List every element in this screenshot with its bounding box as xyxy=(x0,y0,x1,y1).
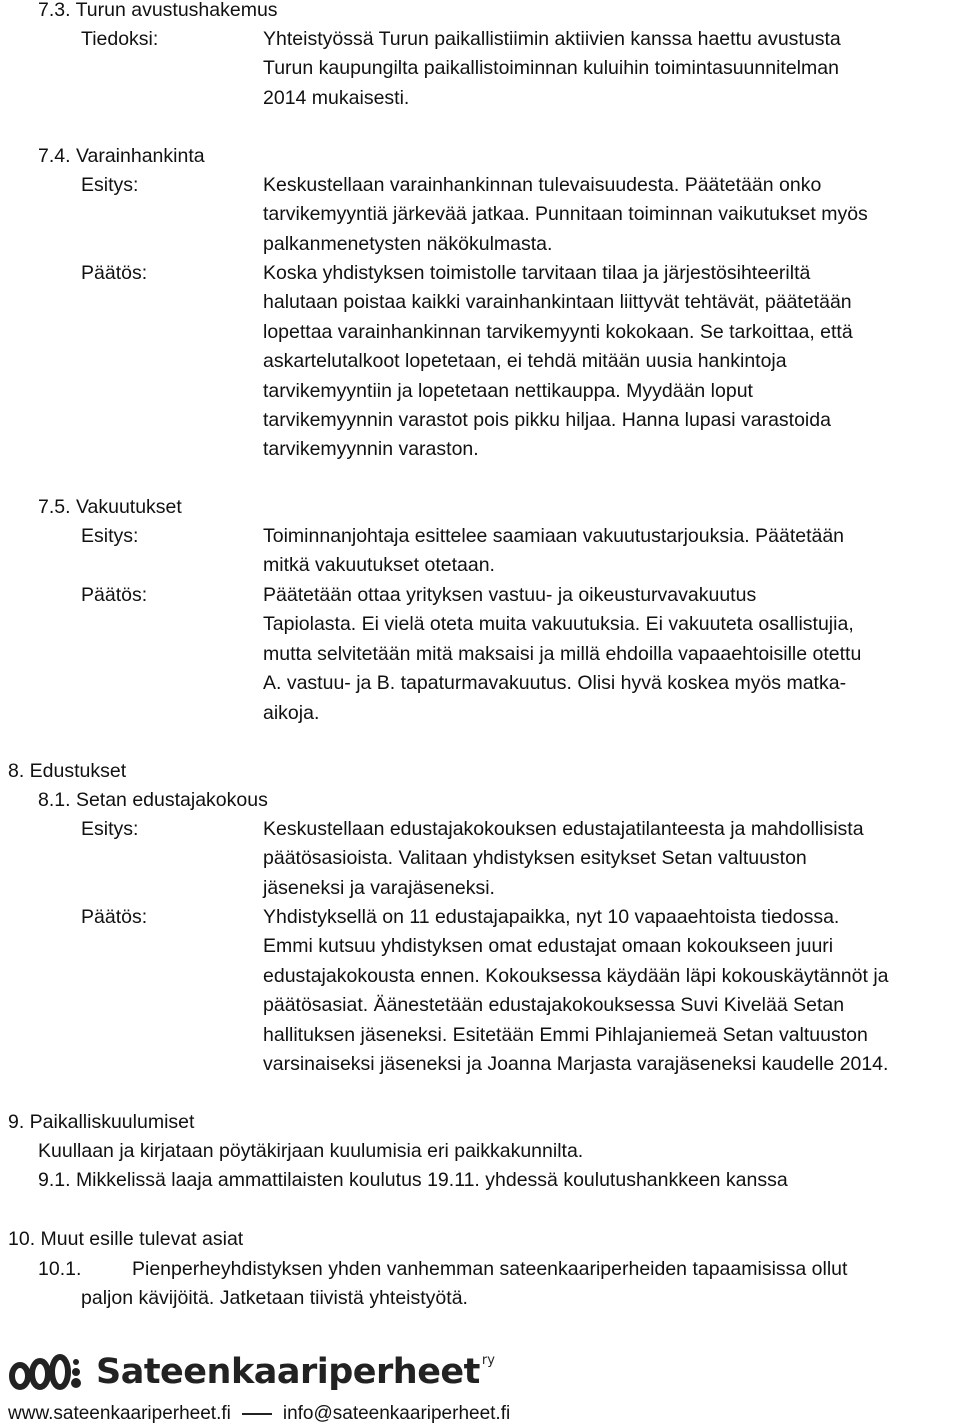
text-line: mitkä vakuutukset otetaan. xyxy=(263,554,495,577)
section-8-1-esitys-text xyxy=(263,815,960,903)
section-10-1-number: 10.1. xyxy=(38,1258,82,1280)
text-line: palkanmenetysten näkökulmasta. xyxy=(263,232,553,255)
text-line: päätösasiat. Äänestetään edustajakokouksessa Suvi Kivelää Setan xyxy=(263,994,845,1017)
text-line: tarvikemyynnin varaston. xyxy=(263,438,479,461)
section-7-5-esitys-text xyxy=(263,522,960,581)
section-7-3-label: Tiedoksi: xyxy=(81,28,159,50)
text-line: Turun kaupungilta paikallistoiminnan kuluihin toimintasuunnitelman xyxy=(263,57,839,80)
text-line: Keskustellaan edustajakokouksen edustajatilanteesta ja mahdollisista xyxy=(263,818,864,840)
section-8-1-heading: 8.1. Setan edustajakokous xyxy=(38,789,268,811)
section-7-5-esitys-label: Esitys: xyxy=(81,525,139,547)
text-line: A. vastuu- ja B. tapaturmavakuutus. Olisi hyvä koskea myös matka- xyxy=(263,672,847,695)
text-line: askartelutalkoot lopetetaan, ei tehdä mitään uusia hankintoja xyxy=(263,350,787,373)
website-link[interactable]: www.sateenkaariperheet.fi xyxy=(8,1403,231,1424)
text-line: Yhteistyössä Turun paikallistiimin aktiivien kanssa haettu avustusta xyxy=(263,28,841,50)
section-7-4-heading: 7.4. Varainhankinta xyxy=(38,145,205,167)
text-line: halutaan poistaa kaikki varainhankintaan liittyvät tehtävät, päätetään xyxy=(263,291,852,314)
text-line: mutta selvitetään mitä maksaisi ja millä ehdoilla vapaaehtoisille otettu xyxy=(263,642,862,665)
section-7-3-text xyxy=(263,25,960,113)
text-line: Keskustellaan varainhankinnan tulevaisuudesta. Päätetään onko xyxy=(263,174,822,196)
section-9-1-item: 9.1. Mikkelissä laaja ammattilaisten koulutus 19.11. yhdessä koulutushankkeen kanssa xyxy=(38,1169,788,1191)
text-line: Emmi kutsuu yhdistyksen omat edustajat omaan kokoukseen juuri xyxy=(263,935,834,958)
text-line: aikoja. xyxy=(263,701,320,724)
text-line: varsinaiseksi jäseneksi ja Joanna Marjasta varajäseneksi kaudelle 2014. xyxy=(263,1053,889,1076)
text-line: Yhdistyksellä on 11 edustajapaikka, nyt 10 vapaaehtoista tiedossa. xyxy=(263,906,840,928)
email-link[interactable]: info@sateenkaariperheet.fi xyxy=(282,1403,511,1424)
section-7-4-paatos-text xyxy=(263,259,960,465)
text-line: Päätetään ottaa yrityksen vastuu- ja oikeusturvavakuutus xyxy=(263,584,757,606)
text-line: Koska yhdistyksen toimistolle tarvitaan tilaa ja järjestösihteeriltä xyxy=(263,262,811,284)
section-8-heading: 8. Edustukset xyxy=(8,760,127,782)
sateenkaariperheet-logo-icon xyxy=(8,1352,88,1392)
text-line: hallituksen jäseneksi. Esitetään Emmi Pihlajaniemeä Setan valtuuston xyxy=(263,1023,868,1046)
section-7-4-esitys-label: Esitys: xyxy=(81,174,139,196)
text-line: 2014 mukaisesti. xyxy=(263,86,410,109)
text-line: tarvikemyyntiä järkevää jatkaa. Punnitaan toiminnan vaikutukset myös xyxy=(263,203,868,226)
section-7-5-heading: 7.5. Vakuutukset xyxy=(38,496,182,518)
section-7-5-paatos-label: Päätös: xyxy=(81,584,148,606)
section-7-4-paatos-label: Päätös: xyxy=(81,262,148,284)
section-8-1-paatos-label: Päätös: xyxy=(81,906,148,928)
section-10-1-line1: Pienperheyhdistyksen yhden vanhemman sateenkaariperheiden tapaamisissa ollut xyxy=(132,1258,848,1280)
section-10-1-line2: paljon kävijöitä. Jatketaan tiivistä yhteistyötä. xyxy=(81,1287,468,1309)
text-line: lopettaa varainhankinnan tarvikemyynti kokokaan. Se tarkoittaa, että xyxy=(263,320,853,343)
text-line: päätösasioista. Valitaan yhdistyksen esitykset Setan valtuuston xyxy=(263,847,807,870)
section-8-1-paatos-text xyxy=(263,903,960,1079)
text-line: edustajakokousta ennen. Kokouksessa käydään läpi kokouskäytännöt ja xyxy=(263,964,889,987)
section-7-5-paatos-text xyxy=(263,581,960,728)
text-line: tarvikemyynnin varastot pois pikku hiljaa. Hanna lupasi varastoida xyxy=(263,409,831,432)
text-line: jäseneksi ja varajäseneksi. xyxy=(263,876,495,899)
section-7-3-heading: 7.3. Turun avustushakemus xyxy=(38,0,278,21)
footer-contact xyxy=(8,1402,510,1426)
section-9-text: Kuullaan ja kirjataan pöytäkirjaan kuulumisia eri paikkakunnilta. xyxy=(38,1140,584,1162)
logo-text: Sateenkaariperheet xyxy=(96,1352,480,1392)
text-line: Tapiolasta. Ei vielä oteta muita vakuutuksia. Ei vakuuteta osallistujia, xyxy=(263,613,854,636)
logo-suffix: ry xyxy=(481,1352,495,1368)
section-7-4-esitys-text xyxy=(263,171,960,259)
section-10-heading: 10. Muut esille tulevat asiat xyxy=(8,1228,244,1250)
text-line: Toiminnanjohtaja esittelee saamiaan vakuutustarjouksia. Päätetään xyxy=(263,525,845,547)
section-8-1-esitys-label: Esitys: xyxy=(81,818,139,840)
section-9-heading: 9. Paikalliskuulumiset xyxy=(8,1111,195,1133)
separator-dash xyxy=(242,1413,272,1415)
footer-logo xyxy=(8,1352,495,1392)
text-line: tarvikemyyntiin ja lopetetaan nettikauppa. Myydään loput xyxy=(263,379,753,402)
